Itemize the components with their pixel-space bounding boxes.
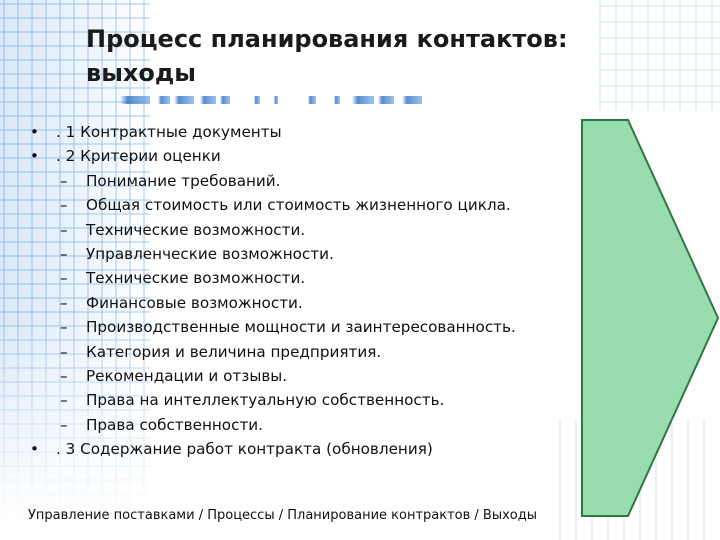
dash-marker-icon: – [60,415,68,434]
dash-marker-icon: – [60,342,68,361]
list-item [20,120,600,144]
list-item [20,437,600,461]
footer-breadcrumb: Управление поставками / Процессы / Планирование контрактов / Выходы [28,508,538,523]
bullet-list [20,120,600,461]
sub-list-item [20,266,600,290]
list-item-text: Права на интеллектуальную собственность. [86,391,445,410]
dash-marker-icon: – [60,391,68,410]
list-item-text: Управленческие возможности. [86,244,334,263]
dash-marker-icon: – [60,318,68,337]
sub-list-item [20,315,600,339]
sub-list-item [20,388,600,412]
list-item-text: Общая стоимость или стоимость жизненного цикла. [86,196,511,215]
sub-list-item [20,218,600,242]
sub-list-item [20,340,600,364]
dash-marker-icon: – [60,220,68,239]
slide-title-line-1: Процесс планирования контактов: [86,25,568,53]
dash-marker-icon: – [60,293,68,312]
list-item-text: . 3 Содержание работ контракта (обновления) [56,440,433,459]
list-item-text: Права собственности. [86,415,263,434]
dash-marker-icon: – [60,366,68,385]
list-item-text: Производственные мощности и заинтересованность. [86,318,516,337]
dash-marker-icon: – [60,244,68,263]
bullet-icon: • [30,440,39,459]
slide-title-line-2: выходы [86,59,196,87]
sub-list-item [20,291,600,315]
list-item-text: Понимание требований. [86,171,281,190]
slide-title [86,22,646,90]
sub-list-item [20,242,600,266]
output-arrow-shape [580,118,720,518]
dash-marker-icon: – [60,196,68,215]
list-item [20,144,600,168]
sub-list-item [20,193,600,217]
list-item-text: . 2 Критерии оценки [56,147,221,166]
list-item-text: Рекомендации и отзывы. [86,366,288,385]
list-item-text: . 1 Контрактные документы [56,123,282,141]
list-item-text: Финансовые возможности. [86,293,303,312]
bullet-icon: • [30,147,39,166]
bullet-icon: • [30,123,39,141]
list-item-text: Технические возможности. [86,269,306,288]
list-item-text: Категория и величина предприятия. [86,342,382,361]
title-underline-band [120,96,460,104]
list-item-text: Технические возможности. [86,220,306,239]
sub-list-item [20,169,600,193]
dash-marker-icon: – [60,269,68,288]
dash-marker-icon: – [60,171,68,190]
sub-list-item [20,364,600,388]
sub-list-item [20,413,600,437]
